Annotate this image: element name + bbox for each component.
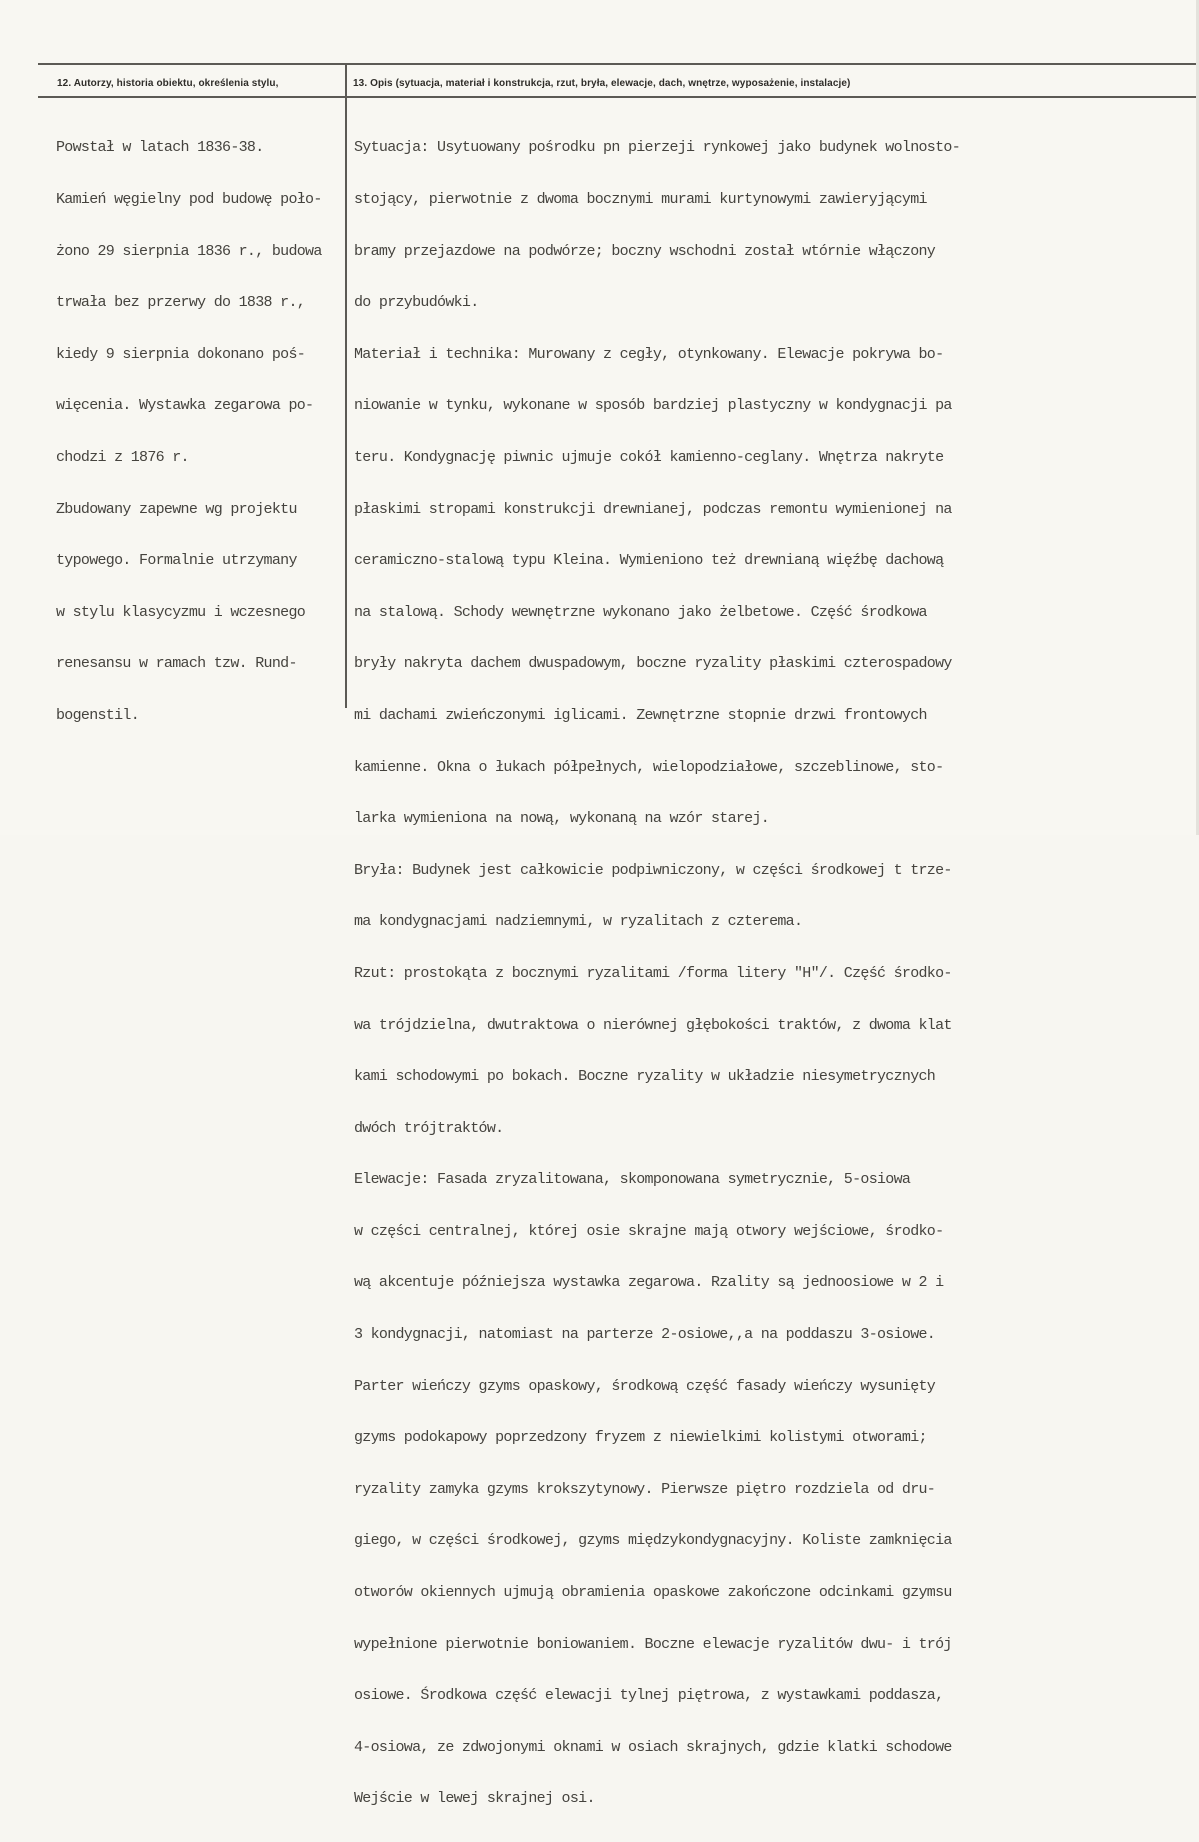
history-line: bogenstil. [56, 706, 140, 724]
column-12-heading: 12. Autorzy, historia obiektu, określenia stylu, [57, 78, 279, 89]
description-line: Elewacje: Fasada zryzalitowana, skomponowana symetrycznie, 5-osiowa [354, 1171, 911, 1189]
header-bottom-rule [38, 96, 1199, 98]
description-line: Parter wieńczy gzyms opaskowy, środkową część fasady wieńczy wysunięty [354, 1377, 936, 1395]
description-text [354, 105, 1184, 1842]
description-line: Wejście w lewej skrajnej osi. [354, 1790, 595, 1808]
description-line: płaskimi stropami konstrukcji drewnianej, podczas remontu wymienionej na [354, 500, 952, 518]
column-divider [345, 63, 347, 708]
history-line: Powstał w latach 1836-38. [56, 139, 264, 157]
history-line: Kamień węgielny pod budowę poło- [56, 191, 322, 208]
description-line: ma kondygnacjami nadziemnymi, w ryzalitach z czterema. [354, 913, 803, 931]
description-line: ceramiczno-stalową typu Kleina. Wymieniono też drewnianą więźbę dachową [354, 552, 944, 570]
column-13-heading: 13. Opis (sytuacja, materiał i konstrukcja, rzut, bryła, elewacje, dach, wnętrze, wyposażenie, instalacje) [353, 78, 851, 89]
history-line: renesansu w ramach tzw. Rund- [56, 655, 297, 673]
description-line: bryły nakryta dachem dwuspadowym, boczne ryzality płaskimi czterospadowy [354, 655, 952, 673]
description-line: Rzut: prostokąta z bocznymi ryzalitami /forma litery "H"/. Część środko- [354, 964, 952, 982]
history-line: chodzi z 1876 r. [56, 448, 189, 466]
description-line: Sytuacja: Usytuowany pośrodku pn pierzeji rynkowej jako budynek wolnosto- [354, 139, 961, 157]
history-line: typowego. Formalnie utrzymany [56, 552, 297, 570]
table-top-rule [38, 63, 1199, 65]
description-line: Materiał i technika: Murowany z cegły, otynkowany. Elewacje pokrywa bo- [354, 345, 944, 363]
description-line: osiowe. Środkowa część elewacji tylnej piętrowa, z wystawkami poddasza, [354, 1687, 944, 1705]
description-line: na stalową. Schody wewnętrzne wykonano jako żelbetowe. Część środkowa [354, 603, 927, 621]
description-line: kamienne. Okna o łukach półpełnych, wielopodziałowe, szczeblinowe, sto- [354, 758, 944, 776]
description-line: 3 kondygnacji, natomiast na parterze 2-osiowe,,a na poddaszu 3-osiowe. [354, 1326, 936, 1344]
description-line: bramy przejazdowe na podwórze; boczny wschodni został wtórnie włączony [354, 242, 936, 260]
history-line: kiedy 9 sierpnia dokonano poś- [56, 345, 306, 363]
description-line: Bryła: Budynek jest całkowicie podpiwniczony, w części środkowej t trze- [354, 861, 952, 879]
description-line: w części centralnej, której osie skrajne mają otwory wejściowe, środko- [354, 1222, 944, 1240]
history-line: żono 29 sierpnia 1836 r., budowa [56, 242, 322, 260]
description-line: ryzality zamyka gzyms krokszytynowy. Pierwsze piętro rozdziela od dru- [354, 1480, 936, 1498]
description-line: wa trójdzielna, dwutraktowa o nierównej głębokości traktów, z dwoma klat [354, 1016, 952, 1034]
description-line: otworów okiennych ujmują obramienia opaskowe zakończone odcinkami gzymsu [354, 1584, 952, 1602]
history-line: więcenia. Wystawka zegarowa po- [56, 397, 314, 415]
description-line: giego, w części środkowej, gzyms międzykondygnacyjny. Koliste zamknięcia [354, 1532, 952, 1550]
description-line: niowanie w tynku, wykonane w sposób bardziej plastyczny w kondygnacji pa [354, 397, 952, 415]
history-text [56, 105, 341, 759]
history-line: trwała bez przerwy do 1838 r., [56, 294, 306, 312]
description-line: stojący, pierwotnie z dwoma bocznymi murami kurtynowymi zawieryjącymi [354, 191, 927, 208]
description-line: wypełnione pierwotnie boniowaniem. Boczne elewacje ryzalitów dwu- i trój [354, 1635, 952, 1653]
history-line: Zbudowany zapewne wg projektu [56, 500, 297, 518]
description-line: teru. Kondygnację piwnic ujmuje cokół kamienno-ceglany. Wnętrza nakryte [354, 448, 944, 466]
description-line: mi dachami zwieńczonymi iglicami. Zewnętrzne stopnie drzwi frontowych [354, 706, 927, 724]
description-line: wą akcentuje późniejsza wystawka zegarowa. Rzality są jednoosiowe w 2 i [354, 1274, 944, 1292]
description-line: do przybudówki. [354, 294, 479, 312]
description-line: 4-osiowa, ze zdwojonymi oknami w osiach skrajnych, gdzie klatki schodowe [354, 1738, 952, 1756]
description-line: larka wymieniona na nową, wykonaną na wzór starej. [354, 810, 770, 828]
description-line: gzyms podokapowy poprzedzony fryzem z niewielkimi kolistymi otworami; [354, 1429, 927, 1447]
description-line: dwóch trójtraktów. [354, 1119, 504, 1137]
history-line: w stylu klasycyzmu i wczesnego [56, 603, 306, 621]
description-line: kami schodowymi po bokach. Boczne ryzality w układzie niesymetrycznych [354, 1068, 936, 1086]
